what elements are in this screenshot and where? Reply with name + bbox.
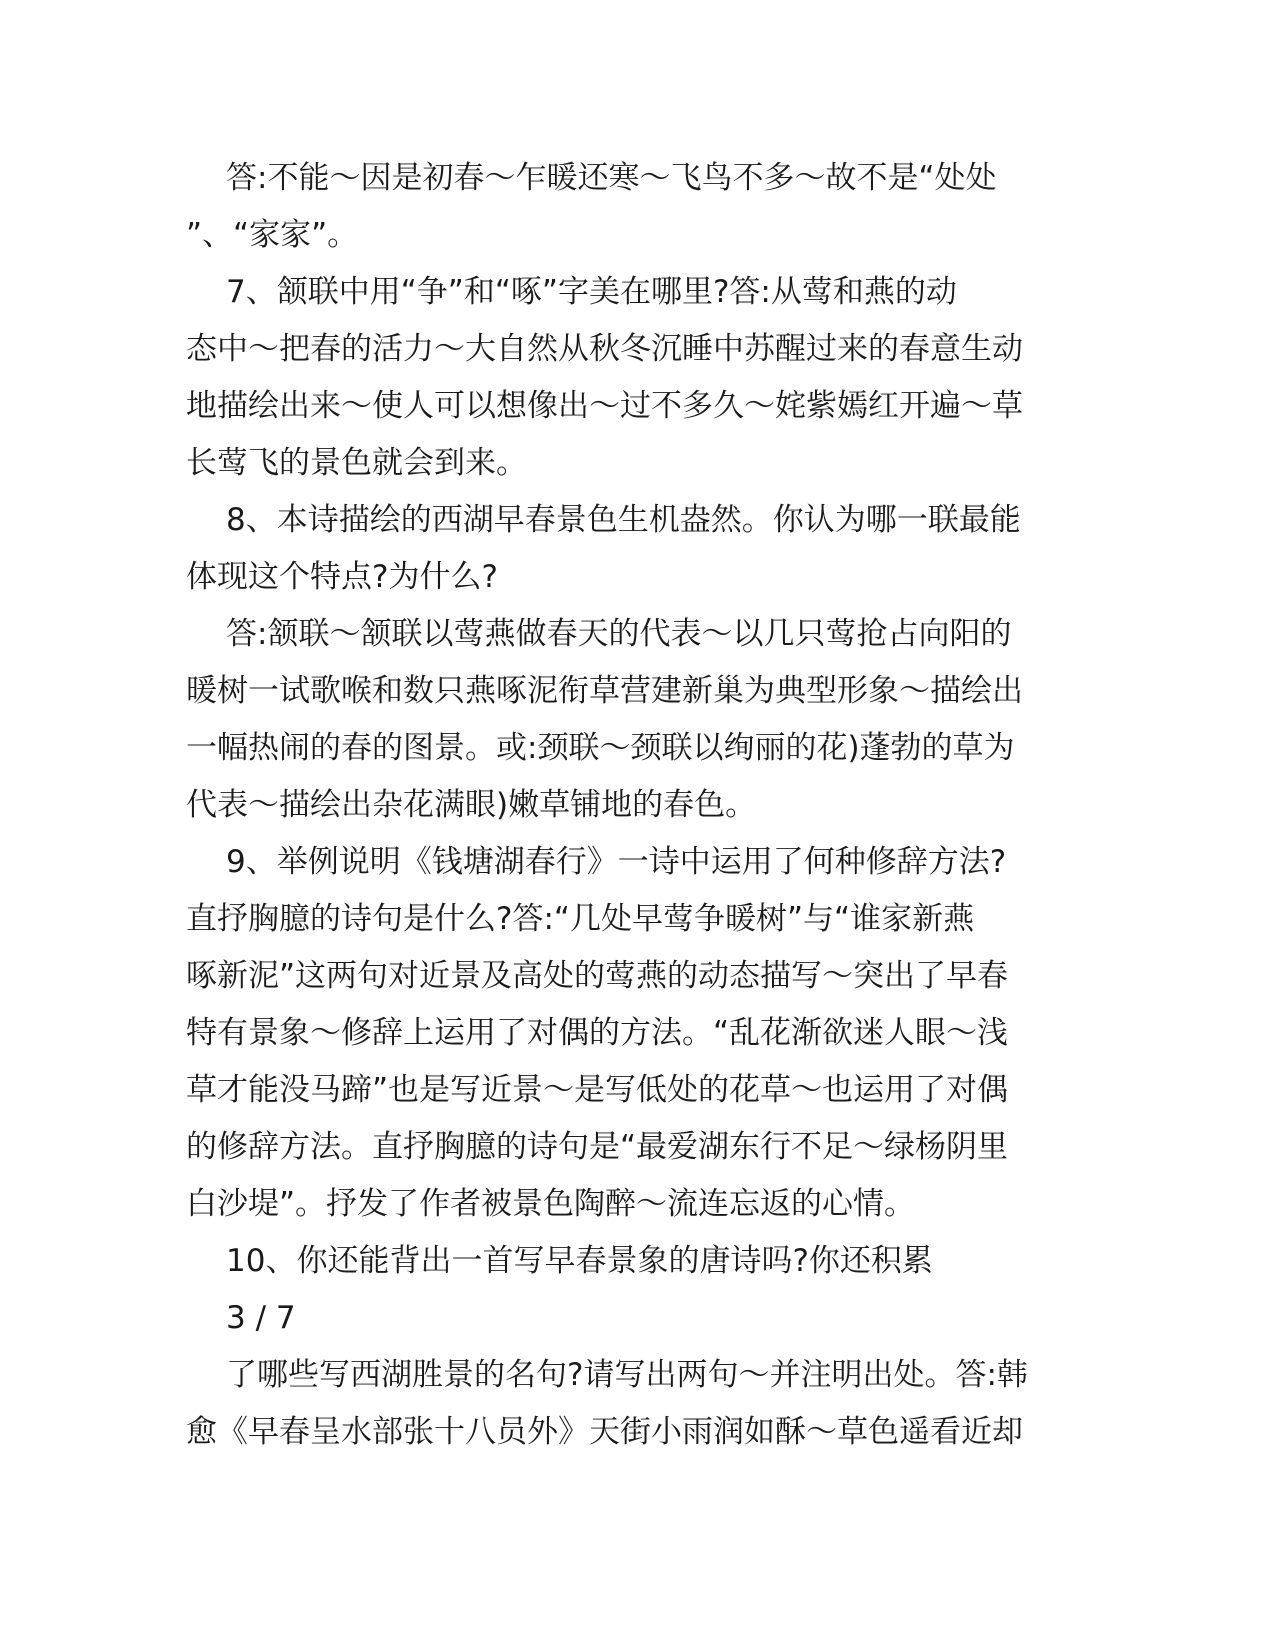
text-line: 代表～描绘出杂花满眼)嫩草铺地的春色。 <box>186 787 757 823</box>
text-line: 体现这个特点?为什么? <box>186 559 498 595</box>
text-line: 草才能没马蹄”也是写近景～是写低处的花草～也运用了对偶 <box>186 1072 1009 1108</box>
text-line: 了哪些写西湖胜景的名句?请写出两句～并注明出处。答:韩 <box>226 1357 1028 1393</box>
text-line: 10、你还能背出一首写早春景象的唐诗吗?你还积累 <box>226 1243 933 1279</box>
text-line: 3 / 7 <box>226 1300 296 1336</box>
text-line: 9、举例说明《钱塘湖春行》一诗中运用了何种修辞方法? <box>226 844 1007 880</box>
text-line: 暖树一试歌喉和数只燕啄泥衔草营建新巢为典型形象～描绘出 <box>186 673 1023 709</box>
text-line: 长莺飞的景色就会到来。 <box>186 445 527 481</box>
text-line: 特有景象～修辞上运用了对偶的方法。“乱花渐欲迷人眼～浅 <box>186 1015 1009 1051</box>
text-line: 态中～把春的活力～大自然从秋冬沉睡中苏醒过来的春意生动 <box>186 331 1023 367</box>
text-line: 直抒胸臆的诗句是什么?答:“几处早莺争暖树”与“谁家新燕 <box>186 901 975 937</box>
text-line: 一幅热闹的春的图景。或:颈联～颈联以绚丽的花)蓬勃的草为 <box>186 730 1015 766</box>
text-line: ”、“家家”。 <box>186 217 359 253</box>
text-line: 答:颔联～颔联以莺燕做春天的代表～以几只莺抢占向阳的 <box>226 616 1012 652</box>
text-line: 的修辞方法。直抒胸臆的诗句是“最爱湖东行不足～绿杨阴里 <box>186 1129 1009 1165</box>
text-line: 答:不能～因是初春～乍暖还寒～飞鸟不多～故不是“处处 <box>226 160 997 196</box>
document-body <box>186 150 1086 1461</box>
text-line: 地描绘出来～使人可以想像出～过不多久～姹紫嫣红开遍～草 <box>186 388 1023 424</box>
text-line: 8、本诗描绘的西湖早春景色生机盎然。你认为哪一联最能 <box>226 502 1021 538</box>
text-line: 啄新泥”这两句对近景及高处的莺燕的动态描写～突出了早春 <box>186 958 1009 994</box>
text-line: 白沙堤”。抒发了作者被景色陶醉～流连忘返的心情。 <box>186 1186 916 1222</box>
text-line: 7、颔联中用“争”和“啄”字美在哪里?答:从莺和燕的动 <box>226 274 957 310</box>
text-line: 愈《早春呈水部张十八员外》天街小雨润如酥～草色遥看近却 <box>186 1414 1023 1450</box>
